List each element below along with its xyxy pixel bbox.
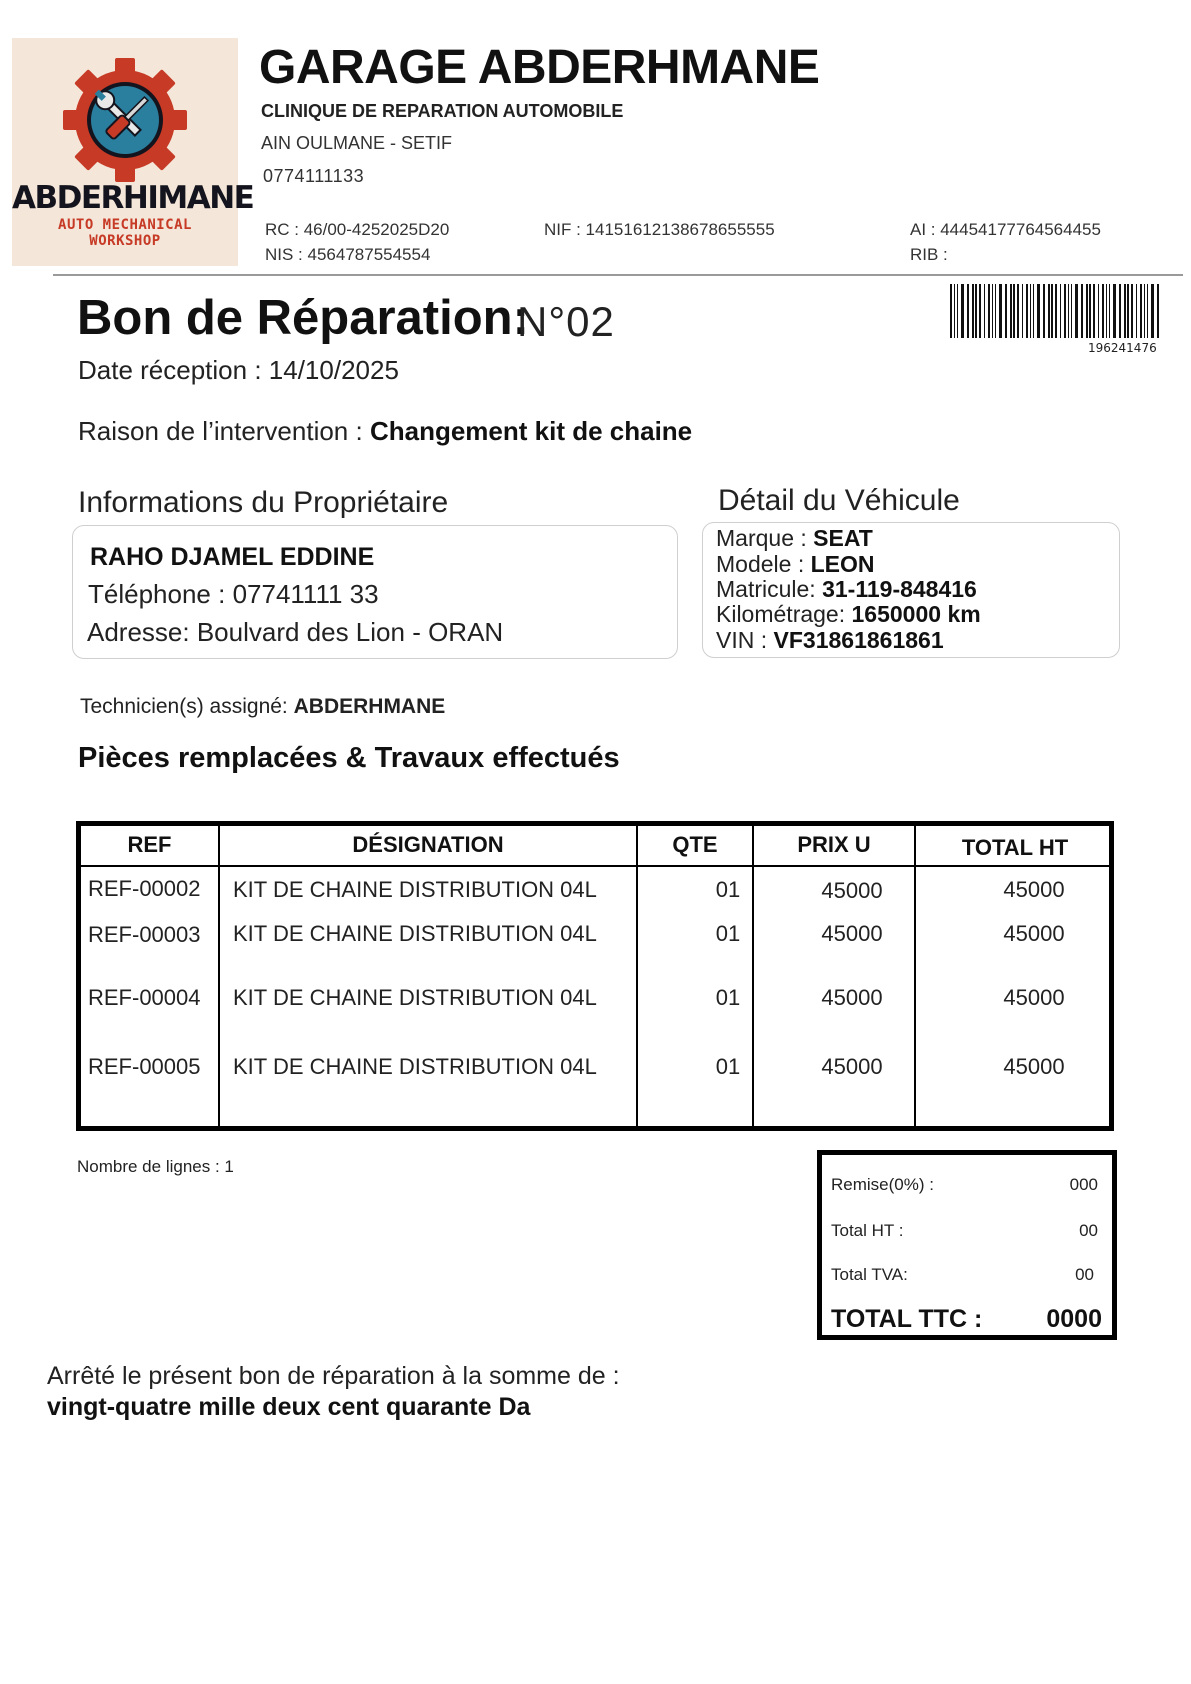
garage-logo	[12, 38, 254, 266]
vehicle-vin-label: VIN :	[716, 627, 774, 653]
reception-date-value: 14/10/2025	[268, 355, 399, 385]
table-header-divider	[81, 865, 1109, 867]
cell-qte: 01	[715, 921, 741, 946]
remise-label: Remise(0%) :	[831, 1175, 934, 1194]
barcode-number: 196241476	[1088, 341, 1157, 355]
garage-tagline: CLINIQUE DE REPARATION AUTOMOBILE	[261, 101, 624, 121]
barcode-bar	[1043, 284, 1045, 338]
barcode-bar	[979, 284, 981, 338]
cell-ref: REF-00003	[88, 922, 201, 947]
owner-name: RAHO DJAMEL EDDINE	[90, 543, 375, 571]
total-ht-label: Total HT :	[831, 1221, 904, 1240]
parts-heading: Pièces remplacées & Travaux effectués	[78, 742, 620, 774]
cell-qte: 01	[715, 1054, 741, 1079]
barcode-bar	[957, 284, 958, 338]
vehicle-matricule	[716, 576, 977, 603]
total-ttc-value: 0000	[1046, 1305, 1102, 1333]
barcode-bar	[1147, 284, 1148, 338]
barcode-bar	[1060, 284, 1061, 338]
column-header-ref: REF	[127, 832, 172, 857]
reception-date	[78, 355, 399, 386]
vehicle-vin	[716, 627, 944, 654]
column-header-designation: DÉSIGNATION	[352, 832, 504, 857]
table-column-divider	[636, 826, 638, 1126]
barcode-bar	[1030, 284, 1031, 338]
registration-rib: RIB :	[910, 245, 948, 264]
barcode-bar	[1075, 284, 1078, 338]
total-tva-value: 00	[1075, 1265, 1094, 1284]
barcode-bar	[1017, 284, 1019, 338]
barcode-bar	[1136, 284, 1137, 338]
cell-designation: KIT DE CHAINE DISTRIBUTION 04L	[233, 1054, 597, 1079]
barcode-bar	[950, 284, 952, 338]
barcode-bar	[1086, 284, 1088, 338]
barcode-bar	[975, 284, 977, 338]
barcode-bar	[1013, 284, 1015, 338]
cell-ref: REF-00005	[88, 1054, 201, 1079]
cell-prix: 45000	[821, 1054, 883, 1079]
barcode-bar	[988, 284, 990, 338]
barcode-bar	[967, 284, 969, 338]
barcode-bar	[999, 284, 1002, 338]
cell-total: 45000	[1003, 921, 1065, 946]
column-header-total: TOTAL HT	[961, 835, 1069, 860]
barcode-bar	[995, 284, 996, 338]
vehicle-modele-value: LEON	[810, 551, 875, 577]
cell-designation: KIT DE CHAINE DISTRIBUTION 04L	[233, 877, 597, 902]
parts-table	[76, 821, 1114, 1131]
logo-subtitle: AUTO MECHANICAL	[58, 217, 192, 233]
barcode-bar	[1093, 284, 1095, 338]
barcode-bar	[1124, 284, 1126, 338]
vehicle-modele	[716, 551, 875, 578]
table-column-divider	[752, 826, 754, 1126]
barcode-bar	[1055, 284, 1057, 338]
barcode-bar	[1048, 284, 1050, 338]
barcode-bar	[1089, 284, 1091, 338]
barcode-bar	[1131, 284, 1133, 338]
cell-qte: 01	[715, 877, 741, 902]
barcode-bar	[1051, 284, 1053, 338]
barcode-bar	[972, 284, 974, 338]
intervention-reason-label: Raison de l’intervention :	[78, 416, 370, 446]
intervention-reason-value: Changement kit de chaine	[369, 416, 693, 446]
registration-ai: AI : 4445417776456445​5	[910, 220, 1101, 239]
barcode-bar	[1151, 284, 1154, 338]
intervention-reason	[78, 416, 692, 447]
header-divider	[53, 274, 1183, 276]
barcode-bar	[1033, 284, 1034, 338]
barcode-bar	[984, 284, 985, 338]
barcode-bar	[1157, 284, 1159, 338]
barcode-bar	[1037, 284, 1040, 338]
total-ht-value: 00	[1079, 1221, 1098, 1240]
remise-value: 000	[1069, 1175, 1098, 1194]
technician-label: Technicien(s) assigné:	[80, 695, 294, 718]
reception-date-label: Date réception :	[78, 355, 269, 385]
barcode-bar	[1081, 284, 1083, 338]
cell-prix: 45000	[821, 878, 883, 903]
vehicle-marque-label: Marque :	[716, 525, 814, 551]
vehicle-heading: Détail du Véhicule	[718, 484, 960, 517]
logo-name: ABDERHIMANE	[12, 180, 254, 216]
barcode-bar	[1064, 284, 1066, 338]
garage-address: AIN OULMANE - SETIF	[261, 133, 453, 153]
cell-designation: KIT DE CHAINE DISTRIBUTION 04L	[233, 921, 597, 946]
barcode-bar	[1068, 284, 1069, 338]
amount-in-words-label: Arrêté le présent bon de réparation à la somme de :	[47, 1362, 620, 1390]
cell-prix: 45000	[821, 921, 883, 946]
barcode-bar	[992, 284, 993, 338]
registration-nis: NIS : 4564787554554	[265, 245, 431, 264]
vehicle-marque-value: SEAT	[813, 525, 873, 551]
table-column-divider	[914, 826, 916, 1126]
cell-total: 45000	[1003, 1054, 1065, 1079]
barcode-bar	[1026, 284, 1028, 338]
owner-phone	[88, 579, 379, 610]
barcode-bar	[1106, 284, 1107, 338]
garage-name: GARAGE ABDERHMANE	[259, 41, 820, 94]
vehicle-mileage-value: 1650000 km	[851, 601, 981, 627]
barcode-bar	[1005, 284, 1007, 338]
table-column-divider	[218, 826, 220, 1126]
barcode-bar	[1113, 284, 1116, 338]
barcode	[950, 284, 1165, 338]
owner-phone-value: 07741111 33	[232, 579, 379, 609]
technician-value: ABDERHMANE	[293, 695, 446, 718]
logo-subtitle: WORKSHOP	[89, 233, 161, 249]
total-tva-label: Total TVA:	[831, 1265, 908, 1284]
barcode-bar	[1098, 284, 1099, 338]
cell-qte: 01	[715, 985, 741, 1010]
barcode-bar	[1010, 284, 1012, 338]
registration-rc: RC : 46/00-4252025D20	[265, 220, 450, 239]
vehicle-matricule-label: Matricule:	[716, 576, 823, 602]
vehicle-vin-value: VF31861861861	[773, 627, 944, 653]
barcode-bar	[1144, 284, 1145, 338]
cell-total: 45000	[1003, 877, 1065, 902]
barcode-bar	[1102, 284, 1104, 338]
document-number: N°02	[517, 298, 615, 345]
vehicle-marque	[716, 525, 873, 552]
barcode-bar	[954, 284, 955, 338]
cell-ref: REF-00002	[88, 876, 201, 901]
barcode-bar	[1140, 284, 1142, 338]
owner-address-label: Adresse:	[87, 617, 197, 647]
barcode-bar	[1071, 284, 1072, 338]
cell-ref: REF-00004	[88, 985, 201, 1010]
total-ttc-label: TOTAL TTC :	[831, 1305, 983, 1333]
barcode-bar	[1119, 284, 1121, 338]
barcode-bar	[1109, 284, 1110, 338]
barcode-bar	[1022, 284, 1023, 338]
registration-nif: NIF : 1415161213867865555​5	[544, 220, 775, 239]
column-header-prix: PRIX U	[797, 832, 871, 857]
vehicle-modele-label: Modele :	[716, 551, 811, 577]
vehicle-mileage-label: Kilométrage:	[716, 601, 852, 627]
cell-designation: KIT DE CHAINE DISTRIBUTION 04L	[233, 985, 597, 1010]
owner-address	[87, 617, 503, 648]
barcode-bar	[961, 284, 964, 338]
amount-in-words: vingt-quatre mille deux cent quarante Da	[47, 1393, 531, 1421]
owner-heading: Informations du Propriétaire	[78, 486, 449, 519]
document-title: Bon de Réparation:	[77, 291, 529, 345]
cell-total: 45000	[1003, 985, 1065, 1010]
owner-phone-label: Téléphone :	[88, 579, 233, 609]
column-header-qte: QTE	[672, 832, 718, 857]
vehicle-mileage	[716, 601, 981, 628]
totals-box	[817, 1150, 1117, 1340]
garage-phone: 0774111133	[263, 166, 365, 186]
technician-assigned	[80, 695, 445, 719]
cell-prix: 45000	[821, 985, 883, 1010]
vehicle-matricule-value: 31-119-848416	[822, 576, 977, 602]
barcode-bar	[1127, 284, 1129, 338]
line-count: Nombre de lignes : 1	[77, 1157, 234, 1176]
owner-address-value: Boulvard des Lion - ORAN	[196, 617, 504, 647]
